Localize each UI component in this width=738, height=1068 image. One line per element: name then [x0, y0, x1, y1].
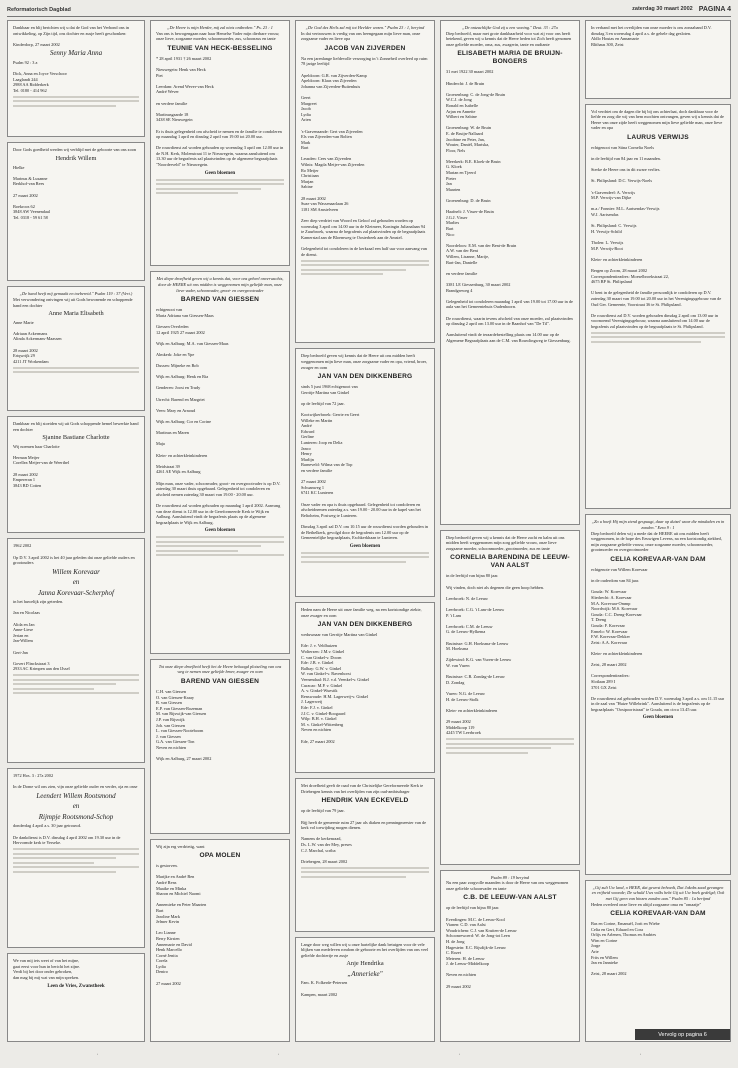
notice-c3e	[295, 937, 435, 1043]
notice-text: Heden nam de Heere uit onze familie weg, na een kortstondige ziekte, onze zwager en oom	[301, 607, 422, 618]
notice-details: Psalm 92 : 3 a Dick, Anna en Joyce Verschoor Laaglandt 244 2988 AA Ridderkerk Tel. 0180 - 414 962	[13, 59, 67, 93]
notice-details: weduwnaar van Gerritje Martina van Ginkel Ede: J. v. Veldhuizen Wolterzen: J.M.v. Ginkel C. van Ginkel-v. Doorn Ede: J.B. v. Ginkel Balbay: G.W. v. Ginkel W. van Ginkel-v. Ravenhorst Veenendaal: B.J. v.d. Veenkel-v. Ginkel Curacao: M.P. v. Ginkel A. v. Ginkel-Wuestik Renswoude: H.M. Lagerweij-v. Ginkel J. Lagerweij Ede: F.J. v. Ginkel J.J.C. v. Ginkel-Boogaard Wilp: B.H. v. Ginkel M. v. Ginkel-Wittenberg Neven en nichten Ede, 27 maart 2002	[301, 632, 378, 744]
page-number: PAGINA 4	[698, 6, 731, 13]
notice-quote: „De hand heeft mij gemaakt en toebereid." Psalm 119 : 37 (Vert.)	[19, 291, 133, 297]
notice-quote: Psalm 89 : 19 beryind	[490, 874, 530, 880]
notice-name: JAN VAN DEN DIKKENBERG	[317, 373, 413, 381]
notice-details: in de leeftijd van bijna 80 jaar. Wij vinden, doch niet als degenen die geen hoop hebben. Leerbroek: N. de Leeuw Leerbroek: C.G. 't Lam-de Leeuw P. 't Lam Leerbroek: C.M. de Leeuw G. de Leeuw-Hylkema Bruinisse: G.H. Hoeksma-de Leeuw M. Hoeksma Zijdewind: K.G. van Vuren-de Leeuw W. van Vuren Bruinisse: C.B. Zondag-de Leeuw D. Zondag Vuren: N.G. de Leeuw H. de Leeuw-Stolk Klein- en achterkleinkinderen 29 maart 2002 Middelkoop 119 4245 TW Leerbroek	[446, 573, 545, 736]
notice-name: Senny Maria Anna	[49, 49, 103, 58]
notice-text: Vol verdriet om de dagen die bij bij ons achterlaat, doch dankbaar voor de liefde en zorg die wij van hem mochten ontvangen, geven wij u kennis dat de Heere van onze zijde heeft weggenomen mijn lieve geliefde man, onze lieve vader en opa	[591, 108, 724, 131]
footer-mark: ·	[277, 1052, 280, 1058]
notice-details: op de leeftijd van bijna 80 jaar. Everdingen: M.C. de Leeuw-Kool Vianen: C.D. van Aalst Woudrichem: C.J. van Kruiten-de Leeuw Schoonrewoerd: W. de Jong-tot Leen H. de Jong Hagestein: E.C. Rijsdijk-de Leeuw C. Rozet Meteren: H. de Leeuw J. de Leeuw-Middelkoop Neven en nichten 29 maart 2002	[446, 905, 517, 989]
column-3	[295, 20, 435, 1042]
notice-text: Diep bedroefd geven wij u kennis dat de Heere zacht en kalm uit ons midden heeft weggenomen mijn zorg geliefde vrouw, onze lieve zorgzame moeder, schoonmoeder, grootmoeder, zus en tante	[446, 534, 565, 551]
notice-text: Diep bedroefd geven wij kennis dat de Heere uit ons midden heeft weggenomen mijn lieve man, onze zorgzame vader en opa, vriend, broer, zwager en oom	[301, 353, 427, 370]
notice-text: Door Gods goedheid werden wij verblijd met de geboorte van ons zoon	[13, 147, 137, 153]
notice-details: sinds 5 juni 1968 echtgenoot van Gerritje Martina van Ginkel op de leeftijd van 72 jaar. Kootwijkerbroek: Gerrie en Geert Willeke en Martin André Edward Gerline Lunteren: Joop en Delia Janco Henry Marlijn Barneveld: Wilma van de Top en verdere familie 27 maart 2002 Schuanweg 1 6741 KC Lunteren Onze vader en opa is thuis opgebaard. Gelegenheid tot condoleren en afscheidnemen zaterdag a.s. van 19.00 - 20.00 uur in de kapel van het Beltoheim, Postweg te Lunteren. Dinsdag 3 april zal D.V. om 10.15 uur de rouwdienst worden gehouden in de Bethelkerk, gevolgd door de begrafenis om 12.00 uur op de Gemeentelijke begraafplaats, Eschkerkhaan te Lunteren.	[301, 384, 429, 541]
filler-line	[301, 876, 406, 878]
notice-text: Dankbaar en blij stoeiden wij uit Gods schoppende hemel bewerkte hand een dochter	[13, 420, 139, 432]
filler-line	[301, 273, 383, 275]
filler-line	[13, 692, 139, 694]
notice-name: CORNELIA BARENDINA DE LEEUW-VAN AALST	[450, 554, 570, 570]
notice-name: Janna Korevaar-Scherphof	[37, 588, 114, 597]
notice-c1g	[7, 953, 145, 1042]
filler-line	[13, 848, 139, 850]
notice-quote: „De ontzachlijke God zij u een woning." Deut. 33 : 27a	[462, 25, 558, 30]
notice-name: en	[72, 802, 80, 811]
notice-text: We van mij iets weet of van het mijne, gaat eerst voor hun in bericht het zijne. Verdi bij het door onder gebroken, dan mag bij mij wat van mijn spreken.	[13, 958, 81, 981]
filler-line	[156, 183, 284, 185]
notice-name: Sjanine Bastiane Charlotte	[42, 434, 110, 442]
notice-c4a	[440, 20, 580, 525]
filler-line	[156, 550, 238, 552]
notice-c3c	[295, 602, 435, 773]
notice-filler-lines	[156, 179, 284, 195]
filler-line	[13, 100, 139, 102]
filler-line	[301, 867, 429, 869]
notice-c3b	[295, 348, 435, 597]
notice-details: is gestorven. Marijke en André Ben André Rens Maaike en Minka Sharon en Michiel Naomi Annemieke en Peter Maarten Bart Jaroline Mark Jelmer Kevin Leo Lianne Berry Kirsten Annemarie en David Henk Marcello Corné Jenita Corela Lydia Deniro 27 maart 2002	[156, 863, 207, 986]
notice-details: Na een jarenlange liefdevolle verzorging in 't Zonneheil overleed op ruim 78 jarige leeftijd Apeldoorn: G.R. van Zijverden-Kamp Apeldoorn: Klaas van Zijverden Johanna van Zijverden-Buitenhuis Geert Margreet Jacob Lydia Arien 's-Gravenzande: Gert van Zijverden Els van Zijverden-van Bolten Mark Bart Leusden: Cees van Zijverden Wilnis: Magda Meijer-van Zijverden Ro Meijer Christiaan Marjan Sabine 28 maart 2002 Suze van Wassenaarlaan 26 1181 SM Amstelveen Zeer diep verdriet van Woord en Geloof zal gehouden worden op woensdag 3 april om 14.00 uur in de Kleimeer, Koningin Julianalaan 94 te Zuurbroek, waarna de begrafenis zal plaatsvinden op de begraafplaats Kamerstad aan de Bloemweg te Oosterbeek aan de Amstel. Gelegenheid tot condoleren in de kerkzaal een half uur voor aanvang van de dienst.	[301, 55, 428, 257]
filler-line	[301, 561, 406, 563]
filler-line	[13, 862, 94, 864]
filler-line	[446, 752, 528, 754]
notice-filler-lines	[13, 367, 139, 374]
notice-filler-lines	[13, 674, 139, 694]
notice-quote: „De God des Heils zal mij tot Heelder wezen." Psalm 23 : 1, beryind	[305, 25, 425, 30]
notice-filler-lines	[301, 552, 429, 563]
notice-text: In verband met het overlijden van onze moeder is ons zonzaband D.V. dinsdag 3 en woensdag 4 april a.s. de gehele dag gesloten.	[591, 25, 712, 36]
notice-c1b	[7, 142, 145, 281]
notice-c1f	[7, 768, 145, 948]
notice-c1a	[7, 20, 145, 137]
notice-filler-lines	[13, 96, 139, 107]
notice-c5d	[585, 880, 731, 1042]
notice-text: 1962 2002 Op D.V. 3 april 2002 is het 40 jaar geleden dat onze geliefde ouders en grootouders	[13, 543, 135, 566]
notice-name: C.B. DE LEEUW-VAN AALST	[463, 894, 557, 902]
notice-details: Hielke Marinus & Lusanne Berkhof-van Rees 27 maart 2002 Boekroos 62 3848 AW Veenendaal Tel. 0318 - 59 61 58	[13, 164, 50, 220]
continuation-link[interactable]: Vervolg op pagina 6	[635, 1029, 730, 1040]
notice-quote: „De Heere is mijn Herder, mij zal niets ontbreken." Ps. 23 : 1	[167, 25, 273, 30]
notice-signature: Geen bloemen	[204, 528, 236, 534]
filler-line	[156, 545, 261, 547]
filler-line	[446, 743, 574, 745]
filler-line	[591, 336, 725, 338]
notice-details: * 28 april 1931 † 26 maart 2002 Nieuwegein: Henk van Heck Piet Leerdam: Arend Wever-van Heck André Wever en verdere familie Martinusgaarde 18 3438 SE Nieuwegein Er is thuis gelegenheid om afscheid te nemen en de familie te condoleren op maandag 1 april en dinsdag 2 april van 19.00 tot 20.00 uur. De rouwdienst zal worden gehouden op woensdag 3 april om 12.00 uur in de N.H. Kerk, Molenstraat 11 te Nieuwegein, waarna aansluitend om 13.30 uur de begrafenis zal plaatsvinden op de algemene begraafplaats "Noorderveld" te Nieuwegein.	[156, 55, 284, 168]
notice-details: donderdag 4 april a.s. 30 jaar getrouwd. De dankdienst is D.V. dinsdag 4 april 2002 om 19.30 uur in de Hervormde kerk te Yerseke.	[13, 823, 121, 846]
notice-details: Wij noemen haar Charlotte Herman Meijer Corellea Meijer-van de Weerthel 28 maart 2002 Empereran 1 3843 BD Cotten	[13, 443, 70, 488]
notice-text: Diep bedroefd delen wij u mede dat de HEERE uit ons midden heeft weggenomen, in de hope des Eeuwigen Levens, na een kortstondig ziekbed, mijn zorgzame geliefde vrouw, onze zorgzame moeder, schoonmoeder, grootmoeder en overgrootmoeder	[591, 530, 722, 553]
notice-filler-lines	[301, 260, 429, 276]
notice-name: LAURUS VERWIJS	[627, 133, 689, 141]
notice-name: BAREND VAN GIESSEN	[180, 678, 260, 686]
notice-text: In dat vertrouwen is vredig van ons heengegaan mijn lieve man, onze zorgzame vader en lieve opa	[301, 30, 421, 42]
notice-name: CELIA KOREVAAR-VAN DAM	[610, 910, 706, 918]
issue-date: zaterdag 30 maart 2002	[632, 6, 693, 12]
notice-quote: Tot onze diepe droefheid heeft het de Heere behaagd plotseling van ons weg te nemen onze geliefde broer, zwager en oom	[158, 663, 282, 675]
filler-line	[301, 264, 429, 266]
notice-text: Dankbaar en blij berichten wij u dat de God van het Verbond ons in ontwikkeling, op Zijn tijd, ons dochter en zusje heeft geschonken: Kinderdorp, 27 maart 2002	[13, 25, 130, 47]
notice-c2a	[150, 20, 290, 266]
filler-line	[13, 857, 116, 859]
filler-line	[591, 332, 725, 334]
masthead-rule	[7, 16, 731, 17]
filler-line	[13, 679, 139, 681]
notice-name: TEUNIE VAN HECK-BESSELING	[167, 44, 273, 52]
notice-c1e	[7, 538, 145, 763]
notice-name: Anje Hendrika	[346, 960, 384, 968]
column-4	[440, 20, 580, 1042]
notice-text: Van ons is bewogengaan naar haar Hemelse Vader mijn dierbare vrouw, onze lieve, zorgzame moeder, schoonmoeder, zus, schoonzus en tante	[156, 30, 280, 42]
notice-quote: Met diepe droefheid geven wij u kennis dat, voor ons geheel onverwachts, door de HEERE uit ons midden is weggenomen mijn geliefde man, onze lieve vader, schoonvader, groot- en overgrootvader	[156, 276, 284, 293]
notice-c2c	[150, 659, 290, 834]
filler-line	[156, 541, 284, 543]
notice-c5a	[585, 20, 731, 99]
notice-quote: „Zo u hoeft Hij mijn ziend gespuugt, daar op duizel waar die mindaden en in zonden." Ezra 9 : 1	[591, 519, 725, 531]
notice-c5b	[585, 104, 731, 510]
filler-line	[156, 536, 284, 538]
notice-details: echtgenote van Willem Korevaar in de ouderdom van 84 jaar. Gouda: W. Korevaar Sliedrecht: A. Korevaar M.A. Korevaar-Ommp Noordwijk: M.S. Korevaar Gouda: C.C. Dreng-Korevaar T. Dreng Gouda: F. Korevaar Ermelo: W. Korevaar F.W. Korevaar-Dekker Zeist: A.A. Korevaar Klein- en achterkleinkinderen Zeist, 28 maart 2002 Correspondentieadres: Slotlaan 289 I 3701 GX Zeist De rouwdienst zal gehouden worden D.V. woensdag 3 april a.s. om 11.15 uur in de zaal van "Huize Willebrink". Aansluitend is de begrafenis op de begraafplaats "Oostpoortstraat" te Gouda, om circa 13.45 uur.	[591, 567, 725, 712]
notice-filler-lines	[591, 332, 725, 343]
notice-name: Willem Korevaar	[52, 567, 100, 576]
notice-name: HENDRIK VAN ECKEVELD	[321, 797, 409, 805]
notice-text: Met verwondering ontvingen wij uit Gods bewonende en schoppende hand een dochter	[13, 296, 133, 308]
filler-line	[446, 747, 551, 749]
column-2	[150, 20, 290, 1042]
footer-mark: ·	[458, 1052, 461, 1058]
notice-name: Leendert Willem Rootsmond	[36, 791, 116, 800]
filler-line	[13, 871, 116, 873]
filler-line	[156, 554, 284, 556]
notice-name: JACOB VAN ZIJVERDEN	[324, 44, 406, 52]
notice-details: C.H. van Giessen O. van Giessen-Kraay B. van Giessen E.P. van Giessen-Rozeman M. van Rijswijk-van Giessen J.P. van Rijswijk Joh. van Giessen L. van Giessen-Nooteboom J. van Giessen G.A. van Giessen-Ton Neven en nichten Wijk en Aalburg, 27 maart 2002	[156, 689, 212, 762]
notice-c1d	[7, 416, 145, 533]
page-footer	[7, 1048, 731, 1062]
notice-name: Anne Maria Elisabeth	[48, 310, 104, 318]
notice-c2b	[150, 271, 290, 653]
filler-line	[13, 371, 139, 373]
notice-signature: Geen bloemen	[349, 543, 381, 549]
notice-text: Met droefheid geeft de raad van de Christelijke Gereformeerde Kerk te Driebergen kennis van het overlijden van zijn oud-ambtsdrager	[301, 783, 424, 794]
notice-filler-lines	[13, 848, 139, 873]
filler-line	[13, 674, 139, 676]
notice-c3d	[295, 778, 435, 931]
notice-c2d	[150, 839, 290, 1042]
footer-mark: ·	[96, 1052, 99, 1058]
filler-line	[13, 683, 116, 685]
notice-text: Heden overleed onze lieve en altijd zorgzame oma en "omaatje"	[591, 901, 702, 907]
notice-c4b	[440, 530, 580, 865]
notice-name: en	[72, 578, 80, 587]
notice-text: Diep bedroefd, maar met grote dankbaarheid voor wat zij voor ons heeft betekend, geven wij u kennis dat de Heere heden tot Zich heeft genomen onze geliefde moeder, oma, zus, zwagerin, tante en oudtante	[446, 30, 572, 47]
notice-details: 31 mei 1922 30 maart 2002 Hindercht: J. de Bruin Groesenburg: C. de Jong-de Bruin W.C.J. de Jong Ronald en Isabelle Arjan en Annette Wilbert en Sabine Groesenburg: W. de Bruin E. de Bruijn-Nallaard Jacobine en Peter, Jan, Wouter, Daniël, Mariska, Floor, Nels Meerkerk: B.E. Kloek-de Bruin G. Kloek Marian en Tjeerd Pieter Jan Maarten Groesenburg: D. de Bruin Haafnelt: J. Visser-de Bruin J.G.J. Visser Marlies Bart Nico Noordeloos: E.M. van der Bent-de Bruin A.W. van der Bent Willem, Lisanne, Marije, Bart-Jan, Danielle en verdere familie 3381 LE Giessenburg, 30 maart 2002 Brandgreweg 4 Gelegenheid tot condoleren maandag 1 april van 19.00 tot 17.00 uur in de aula van het Gemeentehuis Oudenhoorn. De rouwdienst, waarin tevens afscheid van onze moeder, zal plaatsvinden op dinsdag 2 april om 13.00 uur in de Baanhof van "De Til". Aansluitend vindt de teraardebestelling plaats om 14.00 uur op de Algemene Begraafplaats aan de C.M. van Rouwlingweg te Giessenburg.	[446, 69, 573, 343]
notice-name: „Annerieke"	[347, 969, 383, 978]
column-1	[7, 20, 145, 1042]
notice-details: Fam. K. Folkerde-Petersen Kampen, maart 2002	[301, 980, 348, 997]
filler-line	[156, 192, 238, 194]
filler-line	[13, 367, 139, 369]
filler-line	[301, 269, 406, 271]
notice-text: Nu een paar zorgvolle maanden is door de Heere van ons weggenomen onze geliefde schoonvader en tante	[446, 880, 569, 891]
notice-text: Wij zijn erg verdrietig, want	[156, 843, 205, 849]
notice-name: Rijmpje Rootsmond-Schop	[38, 812, 114, 821]
notice-name: CELIA KOREVAAR-VAN DAM	[610, 556, 706, 564]
filler-line	[591, 341, 701, 343]
notice-details: Anne Marie Adriaan Ackermans Alinda Ackermans-Maassen 28 maart 2002 Ertqwrijk 29 4211 JT Workendam	[13, 319, 62, 364]
notice-name: BAREND VAN GIESSEN	[180, 296, 260, 304]
filler-line	[301, 552, 429, 554]
notice-signature: Geen bloemen	[204, 170, 236, 176]
filler-line	[156, 179, 284, 181]
filler-line	[301, 260, 429, 262]
filler-line	[446, 738, 574, 740]
notice-filler-lines	[301, 867, 429, 878]
notice-c1c	[7, 286, 145, 411]
notice-details: Aldlo Houtas en Annamarie Blithaus 300, Zeist	[591, 36, 640, 47]
notice-details: in het huwelijk zijn getreden. Jan en Nicolaas Alida en Jan Anne-Liese Jerian en Jan-Willem Gert-Jan Govert Flinckstraat 3 2933 AC Krimpen aan den IJssel	[13, 599, 70, 672]
notice-name: Hendrik Willem	[55, 155, 97, 163]
notice-c4c	[440, 870, 580, 1042]
filler-line	[13, 853, 139, 855]
filler-line	[13, 688, 94, 690]
notice-details: op de leeftijd van 79 jaar. Bijj heeft de gemeente ruim 27 jaar als diaken en penningmeester van de kerk vol toewijding mogen dienen. Namens de kerkenraad, Ds. L.W. van der Mey, preses C.J. Marchal, scriba Driebergen, 28 maart 2002	[301, 808, 427, 864]
filler-line	[156, 188, 261, 190]
notice-text: Lange door weg willen wij u onze hartelijke dank betuigen voor de vele blijken van medeleven rondom de geboorte en het overlijden van ons veel geliefde dochtertje en zusje	[301, 941, 429, 958]
notice-c3a	[295, 20, 435, 343]
filler-line	[13, 96, 139, 98]
masthead	[7, 4, 731, 15]
footer-mark: ·	[639, 1052, 642, 1058]
notice-text: 1972 Hos. 3 : 27a 2002 In de Dome wil ons zien, vijn onze geliefde ouder en verder, oja en onse	[13, 773, 138, 790]
notice-c5c	[585, 514, 731, 874]
column-5	[585, 20, 731, 1042]
notice-name: ELISABETH MARIA DE BRUIJN-BONGERS	[457, 50, 563, 66]
notice-signature: Leen de Vries, Zwanstheek	[47, 983, 105, 989]
notice-name: OPA MOLEN	[199, 852, 241, 860]
filler-line	[13, 105, 116, 107]
newspaper-title: Reformatorisch Dagblad	[7, 6, 71, 13]
filler-line	[301, 871, 429, 873]
notice-details: echtgenoot van Stina Cornelia Noels in de leeftijd van 84 jaar en 11 maanden. Sterke de Heere ons in dit zware verlies. St. Philipsland: D.C. Verwijs-Noels 's-Gravendeel: A. Verwijs M.P. Verwijs-van Dijke m.a./ Fonnier: M.L. Aartsendas-Verwijs W.J. Aartsendas St. Philipsland: C. Verwijs H. Verwijs-Schild Tholen: L. Verwijs M.P. Verwijs-Boot Klein- en achterkleinkinderen Bergen op Zoom, 28 maart 2002 Correspondentieadres: Moeselbroekstraat 22, 4675 BP St. Philipsland U bent in de gelegenheid de familie persoonlijk te condoleren op D.V. zaterdag 30 maart van 19.00 tot 20.00 uur in het Verenigingsgebouw van de Oud Ger. Gemeente, Voorstraat 36 te St. Philipsland. De rouwdienst zal D.V. worden gehouden dinsdag 2 april om 13.00 uur in voornoemd Verenigingsgebouw, waarna aansluitend om 14.00 uur de begrafenis zal plaatsvinden op de begraafplaats te St. Philipsland.	[591, 144, 722, 329]
filler-line	[301, 556, 429, 558]
notice-filler-lines	[156, 536, 284, 556]
notice-filler-lines	[446, 738, 574, 754]
notice-details: echtgenoot van Maria Adriana van Giessen-Maas Giessen Overleden 12 april 1925 27 maart 2002 Wijk en Aalburg: M.A. van Giessen-Maas Almkerk: Joke en Ype Dussen: Mijneke en Bob Wijk en Aalburg: Henk en Ria Genderen: Joost en Trudy Utrecht: Barend en Margriet Veen: Mary en Arnoud Wijk en Aalburg: Cor en Corine Martinus en Maren Maja Klein- en achterkleinkinderen Meidstraat 39 4261 AE Wijk en Aalburg Mijn man, onze vader, schoonvader, groot- en overgrootvader is op D.V. zaterdag 30 maart thuis opgebaard. Gelegenheid tot condoleren en afscheid nemen zaterdag 30 maart van 19.00 - 20.00 uur. De rouwdienst zal worden gehouden op maandag 1 april 2002. Aanvang van deze dienst is 12.00 uur in de Gereformeerde Kerk te Wijk en Aalburg. Aansluitend vindt de begrafenis plaats op de algemene begraafplaats te Wijk en Aalburg.	[156, 307, 281, 525]
notice-quote: „Gij zult Uw land, o HEER, dat gewest behoedt, Dat Jakobs zaad gevangen en vrijheid woonde; De schuld Uws volks hebt Gij uit Uw boek gedelgd; Ook met Gij geen van hinzen zonden aan." Psalm 85 : 1a berijmd	[591, 884, 725, 901]
notice-name: JAN VAN DEN DIKKENBERG	[317, 621, 413, 629]
notice-details: Bas en Corine, Emanuël, Jorit en Wiebe Celia en Gert, Eduard en Cora Orlijs en Arlenen, Thomas en Andries Wim en Corine Jorge Arie Frits en Willem Jan en Jannieke Zeist, 28 maart 2002	[591, 921, 660, 977]
notice-signature: Geen bloemen	[642, 715, 674, 721]
filler-line	[13, 866, 139, 868]
